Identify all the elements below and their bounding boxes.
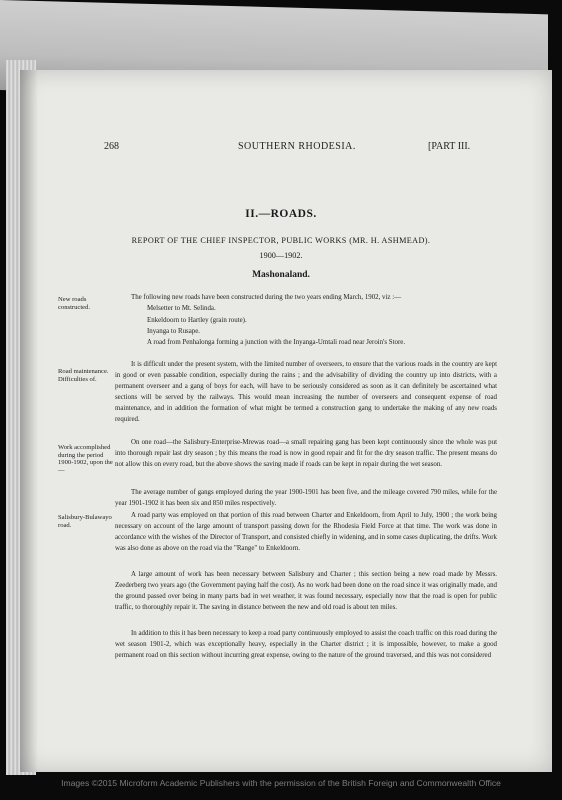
sidenote-new-roads: New roads constructed. [58, 296, 91, 311]
list-item: Melsetter to Mt. Selinda. [147, 305, 216, 312]
intro-text: The following new roads have been constructed during the two years ending March, 1902, viz :— [131, 294, 401, 301]
new-roads-list [147, 303, 247, 338]
paragraph-one-road [115, 437, 497, 470]
sidenote-work: Work accomplished during the period 1900-1902, upon the— [58, 444, 113, 474]
copyright-footer: Images ©2015 Microform Academic Publishers with the permission of the British Foreign and Commonwealth Office [61, 778, 501, 788]
list-item: Enkeldoorn to Hartley (grain route). [147, 316, 247, 324]
paragraph: A large amount of work has been necessary between Salisbury and Charter ; this section being a new road made by Messrs. Zeederberg two years ago (the Government paying half the cost). As no work had been done on the road since it was originally made, and the ground passed over being in many parts bad in wet weather, it was found necessary, especially now that the road is open for public traffic, to thoroughly repair it. The saving in distance between the new and old road is about ten miles. [115, 571, 497, 612]
page-number: 268 [104, 141, 119, 152]
paragraph: A road party was employed on that portion of this road between Charter and Enkeldoorn, from April to July, 1900 ; the work being necessary on account of the large amount of transport passing down for the Rhodesia Field Force at that time. The work was done in accordance with the wishes of the Director of Transport, and consisted chiefly in widening, and in some cases duplicating, the drifts. Work was also done as above on the road via the "Range" to Enkeldoorn. [115, 512, 497, 553]
report-heading: REPORT OF THE CHIEF INSPECTOR, PUBLIC WORKS (MR. H. ASHMEAD). [131, 236, 431, 245]
paragraph: The average number of gangs employed during the year 1900-1901 has been five, and the mileage covered 790 miles, while for the year 1901-1902 it has been six and 850 miles respectively. [115, 489, 497, 508]
paragraph-road-party [115, 510, 497, 554]
spine-shadow [20, 70, 38, 772]
sidenote-maintenance: Road maintenance. Difficulties of. [58, 368, 109, 383]
paragraph: It is difficult under the present system, with the limited number of overseers, to ensure that the various roads in the country are kept in good or even passable condition, especially during the rains ; and the advisability of dividing the country up into districts, with a permanent overseer and a gang of boys for each, will have to be seriously considered as soon as it can definitely be ascertained what sections will be served by the railways. This would mean increasing the number of overseers and consequent expense of road maintenance, and in addition the formation of what might be termed a construction gang to undertake the making of any new roads required. [115, 361, 497, 424]
list-item: A road from Penhalonga forming a junction with the Inyanga-Umtali road near Jeroin's Store. [147, 339, 406, 346]
paragraph-gangs [115, 487, 497, 509]
years-heading: 1900—1902. [259, 251, 303, 260]
paragraph-maintenance [115, 359, 497, 426]
list-item: Inyanga to Rusape. [147, 328, 201, 336]
new-roads-list-last [131, 337, 497, 348]
paragraph-coach-traffic [115, 628, 497, 661]
paragraph: On one road—the Salisbury-Enterprise-Mrewas road—a small repairing gang has been kept continuously since the whole was put into thorough repair last dry season ; by this means the road is now in good repair and fit for the dry season traffic. The present means do not allow this on every road, but the above shows the saving made if roads can be kept in repair during the wet season. [115, 439, 497, 469]
paragraph: In addition to this it has been necessary to keep a road party continuously employed to assist the coach traffic on this road during the wet season 1901-2, which was exceptionally heavy, especially in the Charter district ; it is impossible, however, to make a good permanent road on this section without incurring great expense, owing to the nature of the ground traversed, and this was not considered [115, 630, 497, 660]
province-heading: Mashonaland. [252, 270, 310, 280]
sidenote-salisbury: Salisbury-Bulawayo road. [58, 514, 112, 529]
part-label: [PART III. [428, 141, 471, 152]
running-title: SOUTHERN RHODESIA. [238, 141, 356, 152]
section-heading: II.—ROADS. [245, 208, 317, 220]
paragraph-salisbury-charter [115, 569, 497, 613]
intro-paragraph [115, 292, 497, 303]
